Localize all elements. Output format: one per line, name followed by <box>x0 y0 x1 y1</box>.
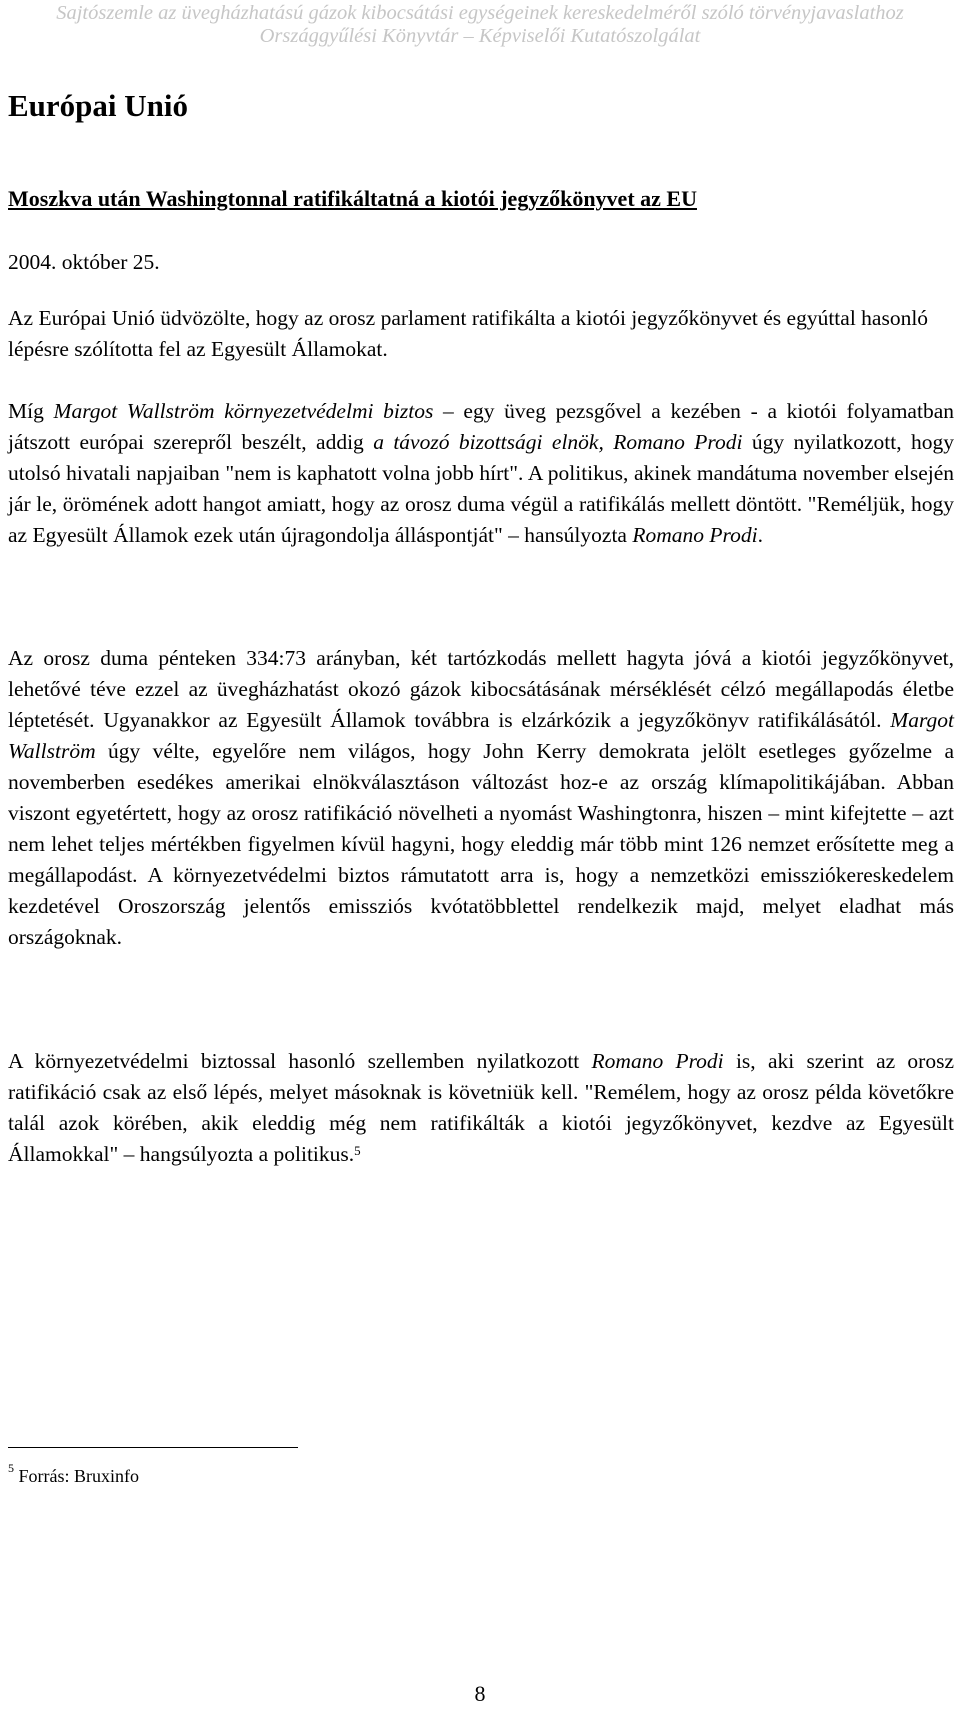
person-name: Margot Wallström környezetvédelmi biztos <box>53 399 434 423</box>
page-number: 8 <box>474 1681 486 1706</box>
lead-paragraph: Az Európai Unió üdvözölte, hogy az orosz parlament ratifikálta a kiotói jegyzőkönyvet és egyúttal hasonló lépésre szólította fel az Egyesült Államokat. <box>8 306 929 361</box>
footnote-reference[interactable]: 5 <box>354 1143 361 1158</box>
text-run: úgy nyilatkozott, hogy utolsó hivatali napjaiban "nem is kaphatott volna jobb hírt". A politikus, akinek mandátuma november elsején jár le, örömének adott hangot amiatt, hogy az orosz duma végül a ratifikálás mellett döntött. "Reméljük, hogy az Egyesült Államok ezek után újragondolja álláspontját" – hansúlyozta <box>8 430 954 547</box>
text-run: – egy üveg pezsgővel a kezében - a kiotói folyamatban játszott európai szerepről beszélt, addig <box>8 399 954 454</box>
text-run: Az orosz duma pénteken 334:73 arányban, két tartózkodás mellett hagyta jóvá a kiotói jegyzőkönyvet, lehetővé téve ezzel az üvegházhatást okozó gázok kibocsátásának mérséklését célzó megállapodás életbe léptetését. Ugyanakkor az Egyesült Államok továbbra is elzárkózik a jegyzőkönyv ratifikálásától. <box>8 646 954 732</box>
header-publisher: Országgyűlési Könyvtár – Képviselői Kutatószolgálat <box>259 25 701 47</box>
header-document-title: Sajtószemle az üvegházhatású gázok kibocsátási egységeinek kereskedelméről szóló törvényjavaslathoz <box>56 2 904 24</box>
footnote-number: 5 <box>8 1461 14 1475</box>
footnote-text: Forrás: Bruxinfo <box>14 1466 139 1486</box>
article-title: Moszkva után Washingtonnal ratifikáltatná a kiotói jegyzőkönyvet az EU <box>8 186 697 211</box>
paragraph-duma-vote <box>8 643 954 953</box>
footnote <box>8 1461 139 1487</box>
footnote-separator <box>8 1447 298 1448</box>
paragraph-prodi-statement <box>8 1046 954 1170</box>
text-run: úgy vélte, egyelőre nem világos, hogy John Kerry demokrata jelölt esetleges győzelme a novemberben esedékes amerikai elnökválasztáson változást hoz-e az ország klímapolitikájában. Abban viszont egyetértett, hogy az orosz ratifikáció növelheti a nyomást Washingtonra, hiszen – mint kifejtette – azt nem lehet teljes mértékben figyelmen kívül hagyni, hogy eleddig már több mint 126 nemzet erősítette meg a megállapodást. A környezetvédelmi biztos rámutatott arra is, hogy a nemzetközi emissziókereskedelem kezdetével Oroszország jelentős emissziós kvótatöbblettel rendelkezik majd, melyet eladhat más országoknak. <box>8 739 954 949</box>
text-run: is, aki szerint az orosz ratifikáció csak az első lépés, melyet másoknak is követniük kell. "Remélem, hogy az orosz példa követőkre talál azok körében, akik eleddig még nem ratifikálták a kiotói jegyzőkönyvet, kezdve az Egyesült Államokkal" – hangsúlyozta a politikus. <box>8 1049 954 1166</box>
text-run: A környezetvédelmi biztossal hasonló szellemben nyilatkozott <box>8 1049 592 1073</box>
text-run: Míg <box>8 399 54 423</box>
person-name: Romano Prodi <box>591 1049 724 1073</box>
person-name: a távozó bizottsági elnök, Romano Prodi <box>373 430 743 454</box>
article-date: 2004. október 25. <box>8 250 160 274</box>
person-name: Margot Wallström <box>8 708 954 763</box>
person-name: Romano Prodi <box>632 523 758 547</box>
paragraph-wallstrom-prodi <box>8 396 954 551</box>
text-run: . <box>757 523 763 547</box>
section-title: Európai Unió <box>8 88 189 123</box>
